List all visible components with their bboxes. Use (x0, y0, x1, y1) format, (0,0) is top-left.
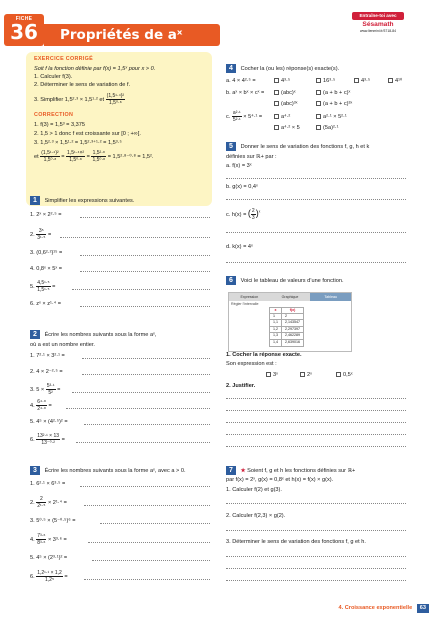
checkbox[interactable] (316, 78, 321, 83)
exercise-6-number: 6 (226, 276, 236, 285)
page-title: Propriétés de aˣ (60, 27, 183, 43)
answer-line[interactable] (226, 556, 406, 557)
sesamath-url[interactable]: www.lienmini.fr/3718-84 (360, 28, 396, 33)
ex4-a-option-2[interactable]: 16³·⁵ (316, 78, 335, 85)
exercise-3-number: 3 (30, 466, 40, 475)
ex6-option-3[interactable]: 0,5ˣ (336, 372, 353, 379)
checkbox[interactable] (274, 78, 279, 83)
exercise-3-title: 3 Écrire les nombres suivants sous la forme aˣ, avec a > 0. (30, 466, 186, 475)
exercise-5-title: 5 Donner le sens de variation des fonctions f, g, h et k (226, 142, 369, 151)
correction-1: 1. f(3) = 1,5³ = 3,375 (34, 122, 85, 128)
fiche-number: 36 (10, 20, 38, 45)
answer-line[interactable] (84, 579, 210, 580)
ex3-item-5: 5. 4⁵ × (2³·¹)² = (30, 555, 68, 561)
ex4-c-option-1[interactable]: a⁴·² (274, 114, 290, 121)
checkbox[interactable] (336, 372, 341, 377)
answer-line[interactable] (84, 505, 210, 506)
exercise-5-subtitle: définies sur ℝ+ par : (226, 154, 277, 160)
ex7-q1: 1. Calculer f(2) et g(3). (226, 487, 282, 493)
answer-line[interactable] (226, 530, 406, 531)
ex3-item-4: 4. $\frac{\text{7³·⁶}}{\text{8³·⁶}}$ × 3³·⁶ = (30, 533, 67, 547)
ex7-q2: 2. Calculer f(2,3) × g(2). (226, 513, 286, 519)
exercise-2-number: 2 (30, 330, 40, 339)
correction-2: 2. 1,5 > 1 donc f est croissante sur [0 ; +∞[. (34, 131, 141, 137)
sesamath-link[interactable] (352, 12, 404, 48)
answer-line[interactable] (84, 424, 210, 425)
table-row: 1 2 (270, 313, 304, 320)
checkbox[interactable] (266, 372, 271, 377)
checkbox[interactable] (316, 114, 321, 119)
checkbox[interactable] (274, 101, 279, 106)
answer-line[interactable] (226, 446, 406, 447)
checkbox[interactable] (274, 114, 279, 119)
ex5-item-a: a. f(x) = 3ˣ (226, 163, 252, 169)
ex6-option-2[interactable]: 2ˣ (300, 372, 312, 379)
exercise-2-subtitle: où a est un nombre entier. (30, 342, 95, 348)
ex6-q1b: Son expression est : (226, 361, 277, 367)
ex1-item-3: 3. (0,6²·²)¹⁵ = (30, 250, 63, 256)
ex6-option-1[interactable]: 3ˣ (266, 372, 278, 379)
answer-line[interactable] (226, 410, 406, 411)
answer-line[interactable] (60, 237, 210, 238)
sesamath-logo: Sésamath (362, 20, 394, 28)
answer-line[interactable] (226, 580, 406, 581)
answer-line[interactable] (226, 503, 406, 504)
ex1-item-1: 1. 2ˣ × 2²·⁵ = (30, 212, 62, 218)
exercise-1-title: 1 Simplifier les expressions suivantes. (30, 196, 134, 205)
answer-line[interactable] (72, 289, 210, 290)
exercise-2-title: 2 Écrire les nombres suivants sous la forme aˣ, (30, 330, 156, 339)
answer-line[interactable] (80, 255, 210, 256)
exercise-7-title: 7 ★ Soient f, g et h les fonctions définies sur ℝ+ (226, 466, 355, 475)
answer-line[interactable] (80, 486, 210, 487)
answer-line[interactable] (76, 442, 210, 443)
checkbox[interactable] (274, 90, 279, 95)
checkbox[interactable] (274, 125, 279, 130)
checkbox[interactable] (316, 125, 321, 130)
ex3-item-3: 3. 5⁰·⁵ × (5⁻⁰·⁵)⁶ = (30, 518, 76, 524)
ex5-item-c: c. h(x) = ( $\frac{2}{3}$ )$^ˣ$ (226, 208, 261, 222)
answer-line[interactable] (72, 392, 210, 393)
answer-line[interactable] (226, 199, 406, 200)
ex4-c-option-2[interactable]: a²·¹ × 5²·¹ (316, 114, 347, 121)
ex6-q1: 1. Cocher la réponse exacte. (226, 352, 302, 358)
chapter-label: 4. Croissance exponentielle (338, 605, 413, 612)
col-x: x (270, 308, 282, 314)
exercise-5-number: 5 (226, 142, 236, 151)
trophy-icon: ★ (240, 467, 246, 474)
worked-example-q2: 2. Déterminer le sens de variation de f. (34, 82, 131, 88)
answer-line[interactable] (80, 306, 210, 307)
ex6-q2: 2. Justifier. (226, 383, 256, 389)
ex4-b-option-1[interactable]: (abc)ˣ (274, 90, 296, 97)
fiche-label: FICHE (15, 16, 33, 22)
worked-example-q3-fraction: $\frac{\text{(1,5¹·⁴)²}}{\text{1,5⁰·⁸}}$ (106, 93, 125, 107)
checkbox[interactable] (316, 101, 321, 106)
ex3-item-6: 6. $\frac{\text{1,2¹·¹ × 1,2}}{\text{1,2⁵}}$ = (30, 570, 68, 584)
answer-line[interactable] (226, 178, 406, 179)
correction-3b: et $\frac{\text{(1,5¹·⁴)²}}{\text{1,5⁰·⁸}}$ = $\frac{\text{1,5¹·⁴×²}}{\text{1,5⁰·⁸}}$ = $\frac{\text{1,5²·⁸}}{\text{1,5⁰·⁸}}$ = 1,5²·⁸⁻⁰·⁸ = 1,5². (34, 150, 154, 164)
worked-example-q1: 1. Calculer f(3). (34, 74, 73, 80)
table-row: 1,2 2,297397 (270, 326, 304, 333)
ex4-a-option-4[interactable]: 4¹⁰ (388, 78, 402, 85)
table-row: 1,3 2,462289 (270, 333, 304, 340)
sesamath-tag: Entraîne-toi avec (352, 12, 404, 20)
ex2-item-6: 6. $\frac{\text{13²·¹ × 13}}{\text{13⁻⁰·²}}$ = (30, 433, 65, 447)
answer-line[interactable] (82, 374, 210, 375)
ex4-b-option-2[interactable]: (a + b + c)ˣ (316, 90, 350, 97)
answer-line[interactable] (226, 398, 406, 399)
answer-line[interactable] (226, 232, 406, 233)
tab-tableau[interactable]: Tableau (310, 293, 351, 301)
answer-line[interactable] (82, 358, 210, 359)
page-footer (339, 604, 429, 613)
exercise-7-number: 7 (226, 466, 236, 475)
table-row: 1,1 2,143547 (270, 320, 304, 327)
interval-caption: Règler l'intervalle (231, 302, 259, 306)
ex2-item-3: 3. 5 × $\frac{\text{5³·¹}}{\text{5²}}$ = (30, 383, 61, 397)
calculator-tabs (229, 293, 351, 301)
correction-3: 3. 1,5²·³ × 1,5¹·² = 1,5²·³⁺¹·² = 1,5³·⁵ (34, 140, 122, 146)
worked-example-heading: EXERCICE CORRIGÉ (34, 56, 94, 62)
calculator-screenshot (228, 292, 352, 352)
table-row: 1,4 2,639016 (270, 339, 304, 346)
answer-line[interactable] (88, 542, 210, 543)
tab-expression[interactable]: Expression (240, 295, 259, 299)
ex1-item-4: 4. 0,8ˣ × 5ˣ = (30, 266, 62, 272)
checkbox[interactable] (354, 78, 359, 83)
ex4-c-option-4[interactable]: (5a)²·¹ (316, 125, 339, 132)
ex4-c-label: c. $\frac{\text{a²·¹}}{\text{5²·¹}}$ × 5⁴·¹ = (226, 110, 263, 124)
ex4-a-option-1[interactable]: 4³·⁵ (274, 78, 290, 85)
ex2-item-2: 2. 4 × 2⁻²·⁵ = (30, 369, 63, 375)
answer-line[interactable] (92, 560, 210, 561)
ex7-q3: 3. Déterminer le sens de variation des fonctions f, g et h. (226, 539, 366, 545)
ex3-item-1: 1. 6²·¹ × 6³·⁵ = (30, 481, 66, 487)
page-number: 63 (417, 604, 429, 613)
ex1-item-2: 2. $\frac{\text{3⁵}}{\text{3¹·⁵}}$ = (30, 228, 52, 242)
answer-line[interactable] (66, 408, 210, 409)
checkbox[interactable] (300, 372, 305, 377)
ex4-b-option-3[interactable]: (abc)³ˣ (274, 101, 297, 108)
answer-line[interactable] (226, 422, 406, 423)
answer-line[interactable] (226, 262, 406, 263)
ex1-item-6: 6. zˣ × z¹·⁴ = (30, 301, 61, 307)
answer-line[interactable] (226, 434, 406, 435)
exercise-6-title: 6 Voici le tableau de valeurs d’une fonction. (226, 276, 344, 285)
tab-graphique[interactable]: Graphique (281, 295, 299, 299)
fiche-badge (4, 14, 44, 46)
ex4-b-label: b. aˣ × bˣ × cˣ = (226, 90, 265, 96)
ex4-b-option-4[interactable]: (a + b + c)³ˣ (316, 101, 352, 108)
checkbox[interactable] (316, 90, 321, 95)
ex2-item-4: 4. $\frac{\text{6⁴·⁸}}{\text{2⁴·⁸}}$ = (30, 399, 52, 413)
ex3-item-2: 2. $\frac{2}{\text{2¹·⁵}}$ × 2¹·⁴ = (30, 496, 67, 510)
exercise-4-number: 4 (226, 64, 236, 73)
values-table (269, 307, 304, 347)
ex2-item-1: 1. 7²·¹ × 3²·¹ = (30, 353, 65, 359)
worked-example-intro: Soit f la fonction définie par f(x) = 1,5ˣ pour x > 0. (34, 66, 156, 72)
col-fx: f(x) (282, 308, 304, 314)
exercise-4-title: 4 Cocher la (ou les) réponse(s) exacte(s). (226, 64, 339, 73)
worked-example-q3-text: 3. Simplifier 1,5²·³ × 1,5¹·² et (34, 97, 105, 104)
ex4-a-option-3[interactable]: 4³·⁵ (354, 78, 370, 85)
ex1-item-5: 5. $\frac{\text{4,5¹·⁵}}{\text{1,5¹·⁵}}$ = (30, 280, 56, 294)
worked-example-q3 (34, 93, 125, 107)
answer-line[interactable] (226, 568, 406, 569)
ex4-c-option-3[interactable]: a⁴·² × 5 (274, 125, 300, 132)
ex2-item-5: 5. 4⁵ × (4²·⁵)² = (30, 419, 68, 425)
answer-line[interactable] (80, 217, 210, 218)
exercise-7-subtitle: par f(x) = 2ˣ, g(x) = 0,8ˣ et h(x) = f(x) × g(x). (226, 477, 334, 483)
answer-line[interactable] (100, 523, 210, 524)
correction-heading: CORRECTION (34, 112, 74, 118)
ex5-item-d: d. k(x) = 4ˣ (226, 244, 253, 250)
ex5-item-b: b. g(x) = 0,4ˣ (226, 184, 258, 190)
exercise-1-number: 1 (30, 196, 40, 205)
answer-line[interactable] (80, 271, 210, 272)
checkbox[interactable] (388, 78, 393, 83)
ex4-a-label: a. 4 × 4²·⁵ = (226, 78, 256, 84)
